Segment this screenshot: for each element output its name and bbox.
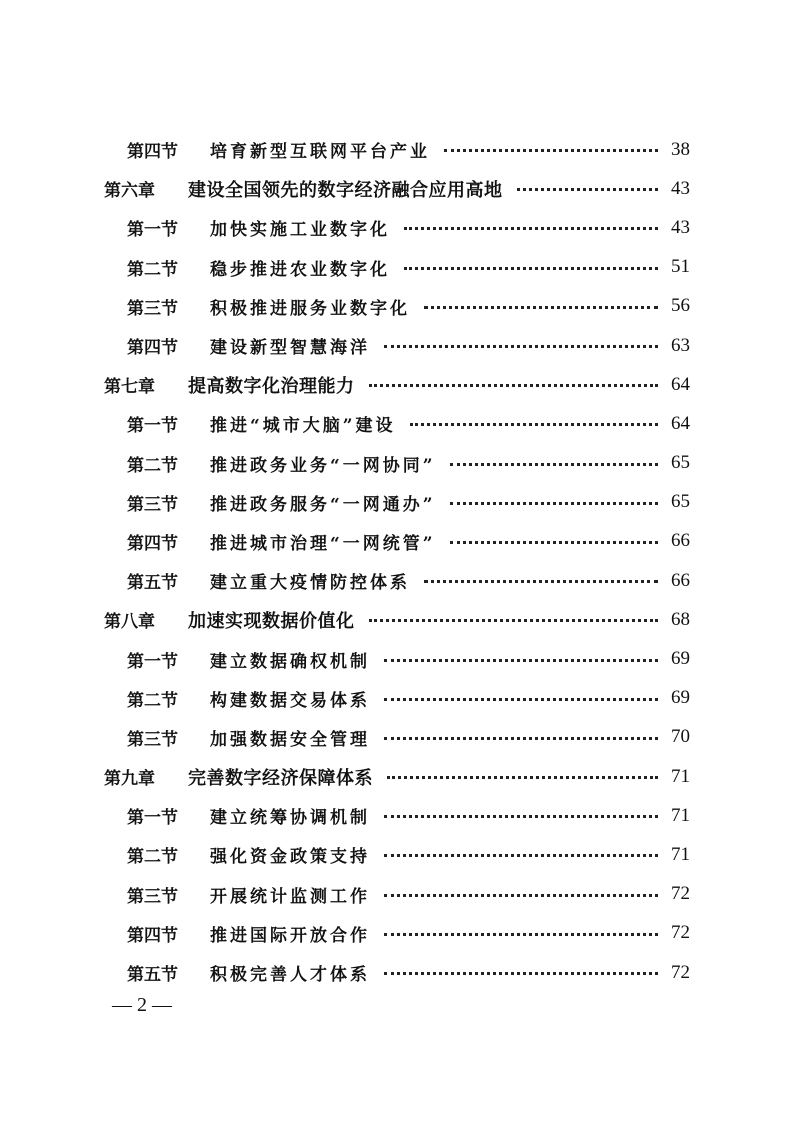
section-title: 积极完善人才体系 [210,965,370,986]
toc-section-entry [0,561,690,600]
dot-leader [410,423,658,426]
chapter-title: 建设全国领先的数字经济融合应用高地 [188,179,503,201]
dot-leader [450,463,658,466]
page-reference: 65 [671,452,690,474]
page-reference: 71 [671,765,690,787]
dot-leader [369,384,659,387]
page-reference: 56 [671,295,690,317]
page-reference: 43 [671,216,690,238]
toc-section-entry [0,287,690,326]
dot-leader [424,306,658,309]
toc-section-entry [0,953,690,992]
toc-chapter-entry [0,169,690,208]
toc-chapter-entry [0,600,690,639]
section-number: 第一节 [127,808,178,829]
page-reference: 69 [671,687,690,709]
dot-leader [384,972,658,975]
dot-leader [384,345,658,348]
section-title: 加强数据安全管理 [210,729,370,750]
section-title: 建立统筹协调机制 [210,808,370,829]
section-number: 第四节 [127,925,178,946]
section-number: 第三节 [127,298,178,319]
dot-leader [450,502,658,505]
chapter-number: 第六章 [104,181,155,202]
dot-leader [384,854,658,857]
page-reference: 71 [671,843,690,865]
dot-leader [404,267,658,270]
page-reference: 51 [671,256,690,278]
section-title: 推进“城市大脑”建设 [210,416,396,437]
section-title: 推进政务服务“一网通办” [210,494,436,515]
section-title: 建立重大疫情防控体系 [210,573,410,594]
table-of-contents [0,130,793,992]
toc-section-entry [0,914,690,953]
toc-section-entry [0,679,690,718]
section-number: 第五节 [127,573,178,594]
section-number: 第二节 [127,259,178,280]
section-title: 建立数据确权机制 [210,651,370,672]
toc-section-entry [0,639,690,678]
dot-leader [384,933,658,936]
page-reference: 68 [671,608,690,630]
toc-section-entry [0,444,690,483]
dot-leader [517,188,659,191]
section-title: 推进城市治理“一网统管” [210,533,436,554]
page-reference: 38 [671,138,690,160]
page-reference: 64 [671,373,690,395]
section-number: 第四节 [127,338,178,359]
toc-section-entry [0,483,690,522]
section-number: 第二节 [127,690,178,711]
section-number: 第二节 [127,847,178,868]
dot-leader [387,776,658,779]
page-reference: 69 [671,648,690,670]
section-number: 第一节 [127,220,178,241]
section-number: 第四节 [127,142,178,163]
page-reference: 43 [671,177,690,199]
toc-section-entry [0,718,690,757]
toc-chapter-entry [0,365,690,404]
dot-leader [404,227,658,230]
page-reference: 71 [671,804,690,826]
page-reference: 72 [671,883,690,905]
section-number: 第三节 [127,729,178,750]
dot-leader [444,149,658,152]
chapter-number: 第八章 [104,612,155,633]
page-reference: 66 [671,569,690,591]
section-title: 培育新型互联网平台产业 [210,142,430,163]
toc-section-entry [0,404,690,443]
chapter-number: 第九章 [104,769,155,790]
section-title: 推进国际开放合作 [210,925,370,946]
chapter-title: 完善数字经济保障体系 [188,767,373,789]
section-title: 推进政务业务“一网协同” [210,455,436,476]
dot-leader [369,619,659,622]
toc-section-entry [0,875,690,914]
section-number: 第五节 [127,965,178,986]
toc-chapter-entry [0,757,690,796]
section-title: 建设新型智慧海洋 [210,338,370,359]
page-reference: 66 [671,530,690,552]
chapter-title: 加速实现数据价值化 [188,610,355,632]
dot-leader [384,659,658,662]
dot-leader [384,815,658,818]
toc-section-entry [0,248,690,287]
chapter-number: 第七章 [104,377,155,398]
page-number-footer: — 2 — [112,994,172,1016]
toc-section-entry [0,522,690,561]
section-number: 第一节 [127,416,178,437]
dot-leader [384,737,658,740]
dot-leader [450,541,658,544]
section-number: 第四节 [127,533,178,554]
toc-section-entry [0,208,690,247]
dot-leader [384,698,658,701]
page-reference: 65 [671,491,690,513]
toc-section-entry [0,326,690,365]
page-reference: 72 [671,961,690,983]
section-title: 稳步推进农业数字化 [210,259,390,280]
page-reference: 64 [671,412,690,434]
toc-section-entry [0,796,690,835]
section-number: 第三节 [127,494,178,515]
section-title: 强化资金政策支持 [210,847,370,868]
section-title: 加快实施工业数字化 [210,220,390,241]
section-title: 开展统计监测工作 [210,886,370,907]
section-number: 第三节 [127,886,178,907]
page-reference: 72 [671,922,690,944]
dot-leader [384,894,658,897]
page-reference: 70 [671,726,690,748]
chapter-title: 提高数字化治理能力 [188,375,355,397]
section-number: 第一节 [127,651,178,672]
section-title: 积极推进服务业数字化 [210,298,410,319]
section-title: 构建数据交易体系 [210,690,370,711]
toc-section-entry [0,130,690,169]
toc-section-entry [0,835,690,874]
dot-leader [424,580,658,583]
page-reference: 63 [671,334,690,356]
section-number: 第二节 [127,455,178,476]
